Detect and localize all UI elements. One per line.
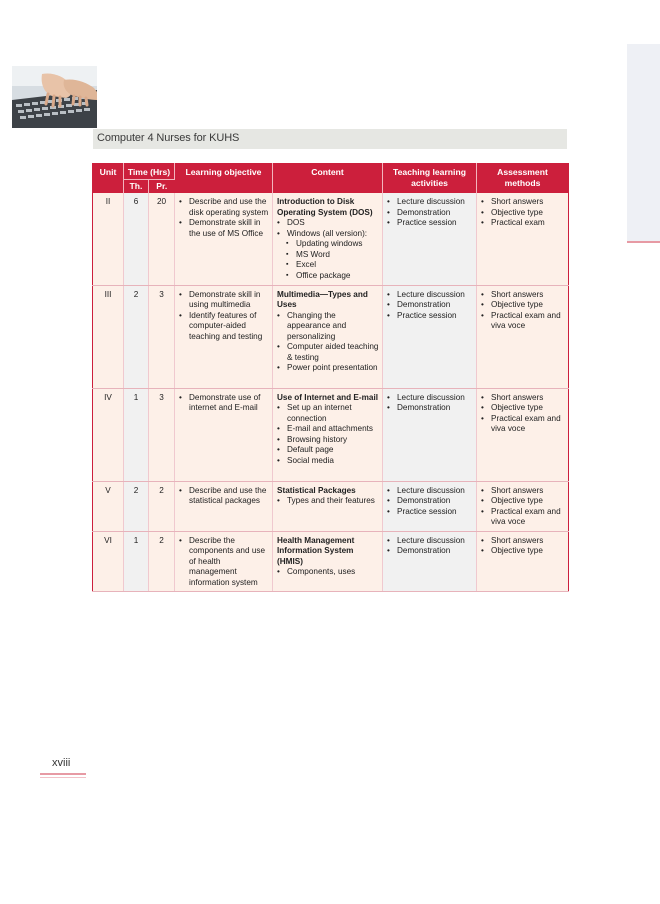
list-item: • Practical exam	[481, 218, 565, 229]
theory-hours-cell: 1	[124, 388, 149, 481]
learning-objective-cell	[175, 388, 273, 481]
header-time: Time (Hrs)	[124, 164, 175, 180]
content-cell	[273, 481, 383, 531]
list-item: • Demonstration	[387, 208, 473, 219]
table-row	[93, 193, 569, 285]
sub-list-item: ▪ Updating windows	[277, 239, 379, 250]
list-item: • Default page	[277, 445, 379, 456]
list-item: • Demonstrate skill in the use of MS Office	[179, 218, 269, 239]
table-header	[93, 164, 569, 194]
teaching-activities-cell	[383, 285, 477, 388]
list-item: • Demonstration	[387, 496, 473, 507]
list-item: • Short answers	[481, 536, 565, 547]
list-item: • Practical exam and viva voce	[481, 414, 565, 435]
list-item: • Identify features of computer-aided teaching and testing	[179, 311, 269, 343]
content-title: Multimedia—Types and Uses	[277, 289, 368, 309]
list-item: • Practice session	[387, 218, 473, 229]
list-item: • Lecture discussion	[387, 290, 473, 301]
theory-hours-cell: 2	[124, 481, 149, 531]
learning-objective-cell	[175, 481, 273, 531]
theory-hours-cell: 1	[124, 531, 149, 592]
list-item: • Set up an internet connection	[277, 403, 379, 424]
list-item: • Short answers	[481, 290, 565, 301]
table-row	[93, 531, 569, 592]
list-item: • Objective type	[481, 208, 565, 219]
table-row	[93, 285, 569, 388]
unit-cell: IV	[93, 388, 124, 481]
list-item: • Demonstrate use of internet and E-mail	[179, 393, 269, 414]
list-item: • Short answers	[481, 393, 565, 404]
page-number-underline-thin	[40, 777, 86, 778]
assessment-cell	[477, 531, 569, 592]
list-item-label: Windows (all version):	[287, 228, 368, 238]
list-item: • Practical exam and viva voce	[481, 507, 565, 528]
header-learning-objective: Learning objective	[175, 164, 273, 194]
content-cell	[273, 193, 383, 285]
list-item: • Lecture discussion	[387, 393, 473, 404]
list-item: • Short answers	[481, 197, 565, 208]
header-assessment-methods: Assessment methods	[477, 164, 569, 194]
side-tab-accent-line	[627, 241, 660, 243]
syllabus-table	[92, 163, 569, 592]
list-item: • Objective type	[481, 403, 565, 414]
teaching-activities-cell	[383, 388, 477, 481]
practical-hours-cell: 2	[149, 481, 175, 531]
sub-list-item: ▪ MS Word	[277, 250, 379, 261]
list-item	[277, 229, 379, 240]
practical-hours-cell: 3	[149, 285, 175, 388]
content-cell	[273, 531, 383, 592]
list-item: • Browsing history	[277, 435, 379, 446]
teaching-activities-cell	[383, 481, 477, 531]
content-cell	[273, 388, 383, 481]
page-number: xviii	[52, 757, 71, 769]
content-cell	[273, 285, 383, 388]
header-theory: Th.	[124, 179, 149, 193]
sub-list-item: ▪ Office package	[277, 271, 379, 282]
unit-cell: VI	[93, 531, 124, 592]
list-item: • Lecture discussion	[387, 486, 473, 497]
learning-objective-cell	[175, 285, 273, 388]
teaching-activities-cell	[383, 531, 477, 592]
assessment-cell	[477, 285, 569, 388]
table-row	[93, 481, 569, 531]
learning-objective-cell	[175, 531, 273, 592]
unit-cell: II	[93, 193, 124, 285]
header-practical: Pr.	[149, 179, 175, 193]
theory-hours-cell: 6	[124, 193, 149, 285]
list-item: • Demonstrate skill in using multimedia	[179, 290, 269, 311]
page-number-underline	[40, 773, 86, 775]
content-title: Use of Internet and E-mail	[277, 392, 378, 402]
list-item: • Objective type	[481, 300, 565, 311]
list-item: • Demonstration	[387, 546, 473, 557]
list-item: • Computer aided teaching & testing	[277, 342, 379, 363]
assessment-cell	[477, 193, 569, 285]
list-item: • Social media	[277, 456, 379, 467]
unit-cell: III	[93, 285, 124, 388]
keyboard-hands-photo	[12, 66, 97, 128]
assessment-cell	[477, 481, 569, 531]
unit-cell: V	[93, 481, 124, 531]
list-item: • Types and their features	[277, 496, 379, 507]
practical-hours-cell: 3	[149, 388, 175, 481]
list-item: • Short answers	[481, 486, 565, 497]
list-item: • Practice session	[387, 507, 473, 518]
list-item: • Describe the components and use of health management information system	[179, 536, 269, 589]
list-item: • E-mail and attachments	[277, 424, 379, 435]
list-item: • Lecture discussion	[387, 536, 473, 547]
sub-list-item: ▪ Excel	[277, 260, 379, 271]
running-header-title: Computer 4 Nurses for KUHS	[97, 132, 240, 144]
list-item: • Describe and use the statistical packages	[179, 486, 269, 507]
header-content: Content	[273, 164, 383, 194]
table-row	[93, 388, 569, 481]
content-title: Introduction to Disk Operating System (DOS)	[277, 197, 373, 217]
teaching-activities-cell	[383, 193, 477, 285]
content-title: Health Management Information System (HMIS)	[277, 535, 355, 566]
list-item: • Practical exam and viva voce	[481, 311, 565, 332]
content-title: Statistical Packages	[277, 485, 356, 495]
list-item: • Demonstration	[387, 300, 473, 311]
theory-hours-cell: 2	[124, 285, 149, 388]
list-item: • Demonstration	[387, 403, 473, 414]
list-item: • Describe and use the disk operating system	[179, 197, 269, 218]
list-item: • DOS	[277, 218, 379, 229]
list-item: • Components, uses	[277, 567, 379, 578]
assessment-cell	[477, 388, 569, 481]
practical-hours-cell: 20	[149, 193, 175, 285]
running-header	[93, 129, 567, 149]
list-item: • Practice session	[387, 311, 473, 322]
side-tab-strip	[627, 44, 660, 242]
header-teaching-activities: Teaching learning activities	[383, 164, 477, 194]
list-item: • Power point presentation	[277, 363, 379, 374]
list-item: • Objective type	[481, 546, 565, 557]
list-item: • Lecture discussion	[387, 197, 473, 208]
list-item: • Changing the appearance and personalizing	[277, 311, 379, 343]
header-unit: Unit	[93, 164, 124, 194]
practical-hours-cell: 2	[149, 531, 175, 592]
list-item: • Objective type	[481, 496, 565, 507]
learning-objective-cell	[175, 193, 273, 285]
